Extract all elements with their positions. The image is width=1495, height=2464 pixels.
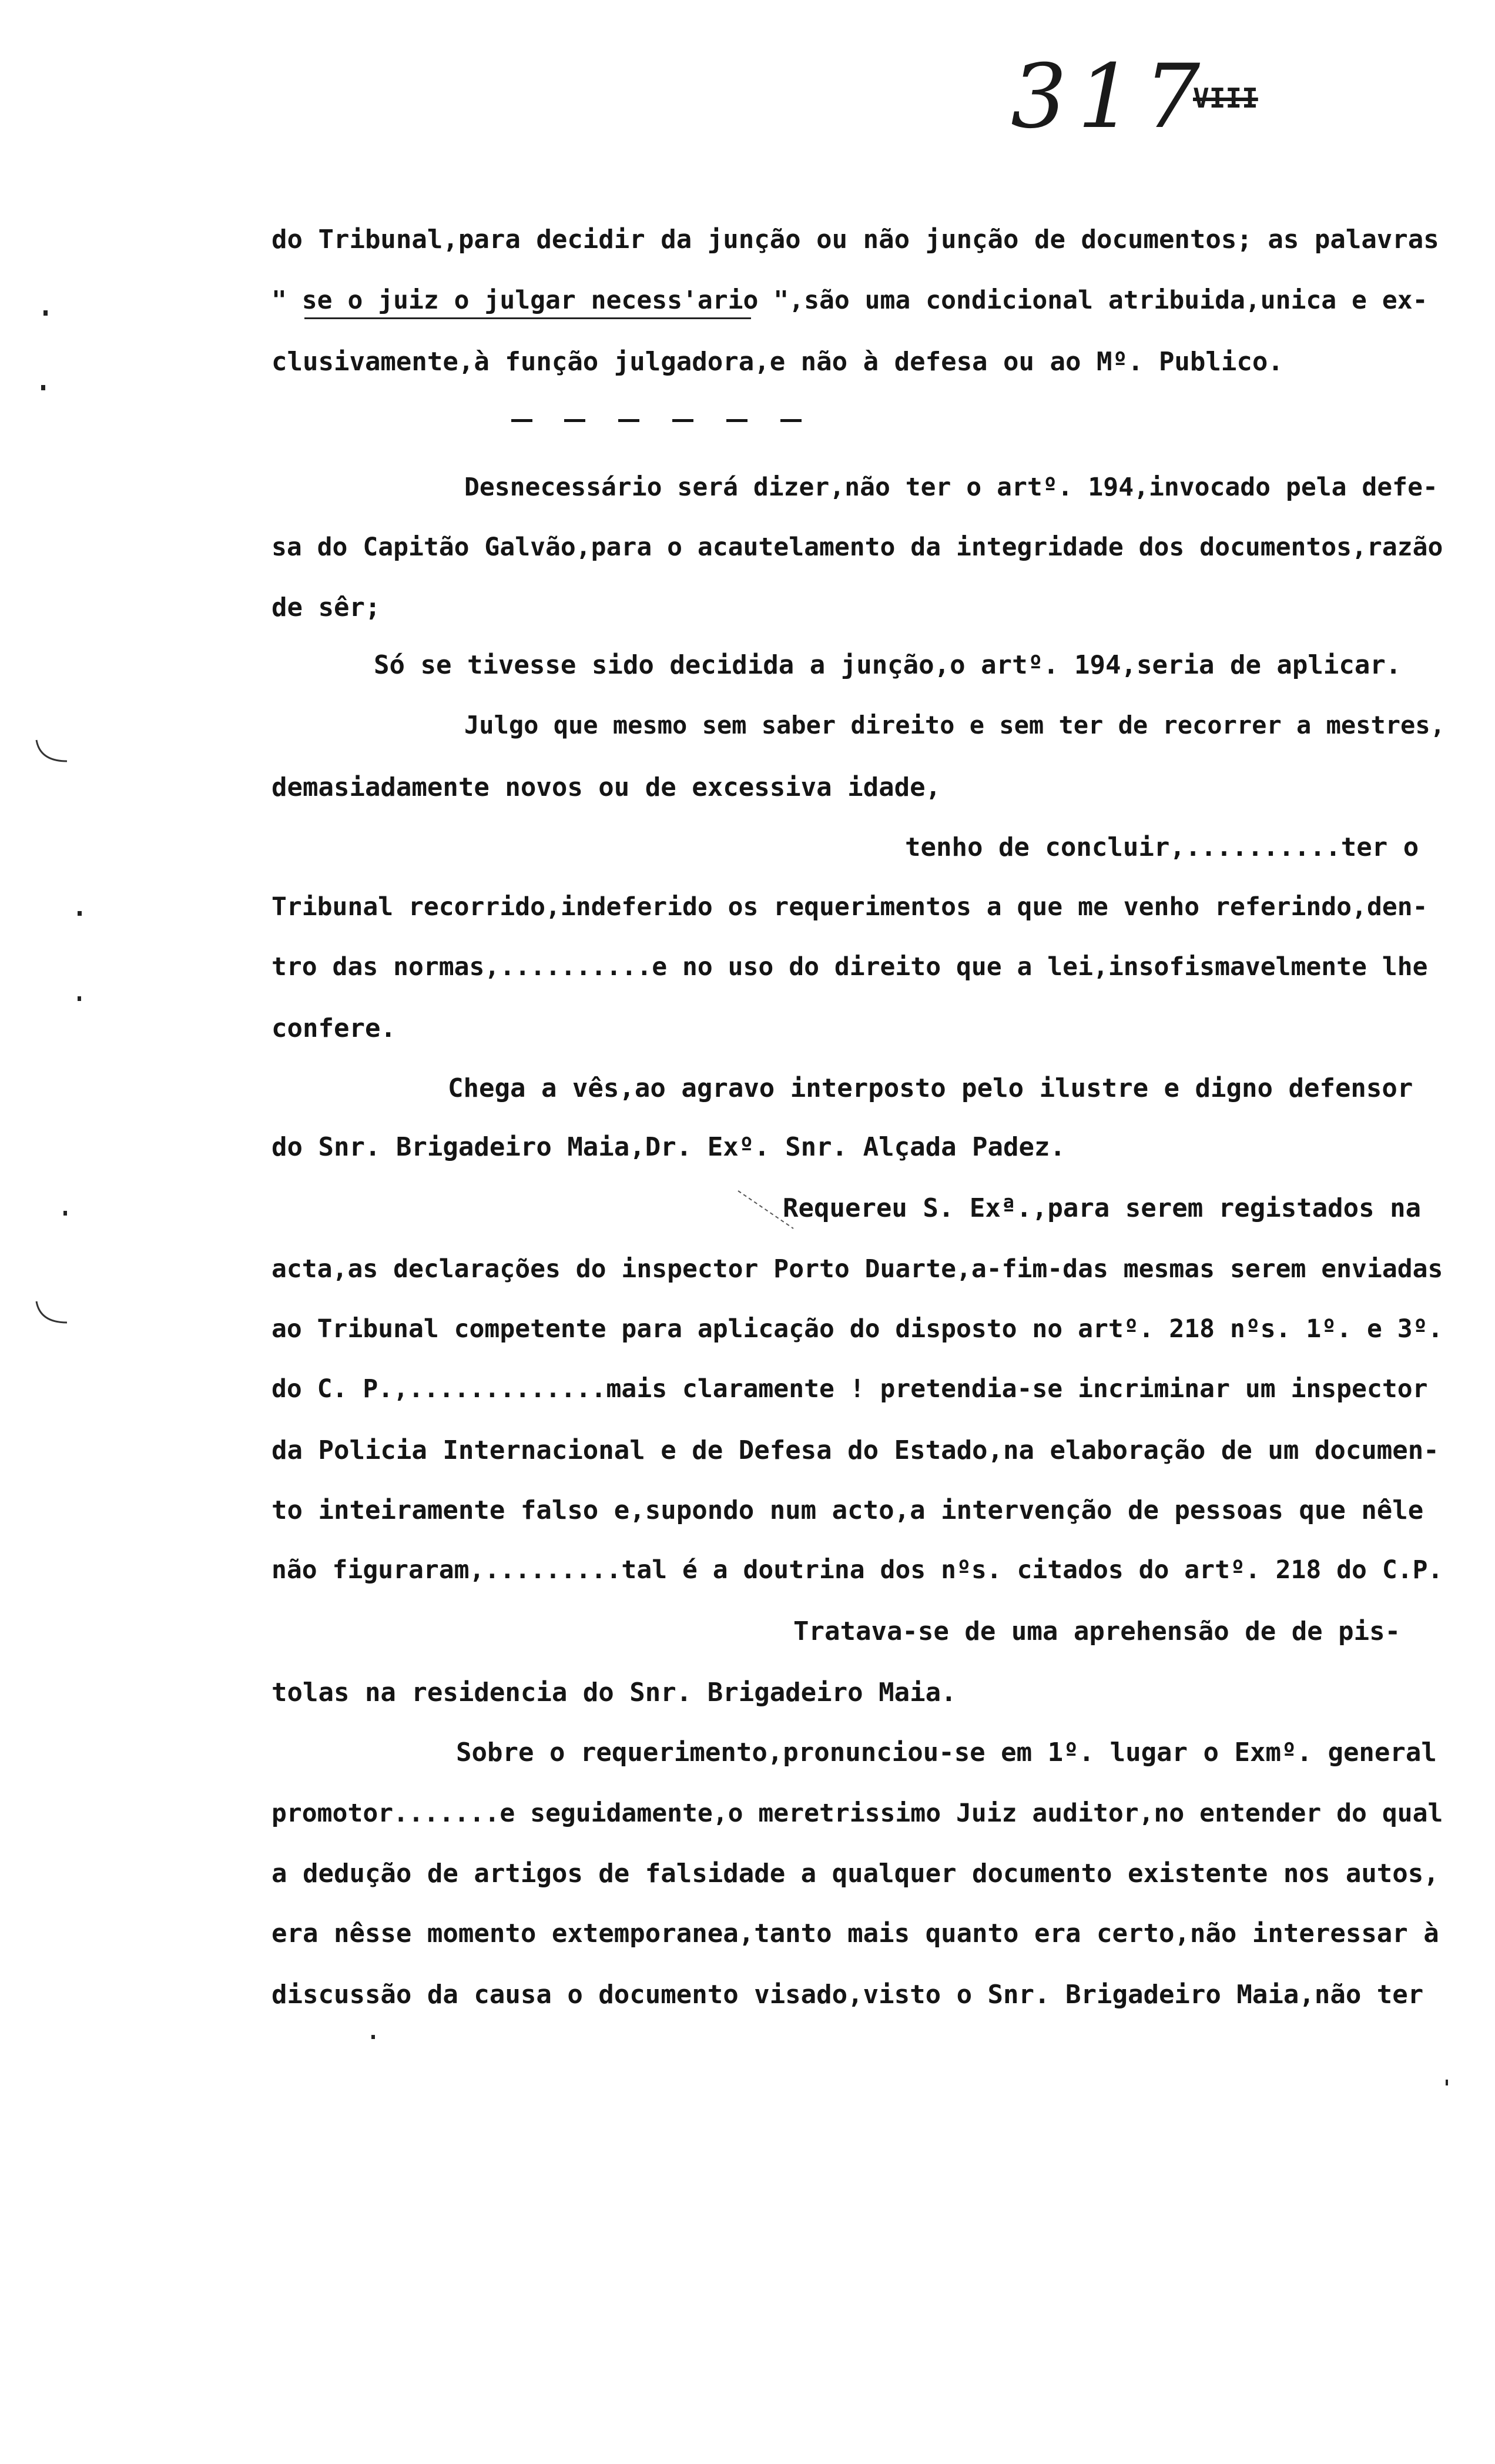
margin-dot [63,1211,67,1216]
text-line: tenho de concluir,..........ter o [905,832,1419,862]
text-line: Chega a vês,ao agravo interposto pelo ilustre e digno defensor [448,1073,1413,1103]
text-line: to inteiramente falso e,supondo num acto,a intervenção de pessoas que nêle [271,1495,1424,1525]
margin-dot [78,911,82,916]
text-line: não figuraram,.........tal é a doutrina dos nºs. citados do artº. 218 do C.P. [271,1555,1443,1585]
text-line: tro das normas,..........e no uso do direito que a lei,insofismavelmente lhe [271,952,1428,982]
text-line: confere. [271,1013,396,1043]
margin-dot [41,385,45,390]
margin-dot [43,310,48,316]
text-line: promotor.......e seguidamente,o meretrissimo Juiz auditor,no entender do qual [271,1799,1443,1828]
quote-underline [304,317,751,319]
margin-dot [78,996,81,1001]
margin-dot [1446,2080,1448,2085]
text-line: tolas na residencia do Snr. Brigadeiro Maia. [271,1678,957,1708]
text-line: clusivamente,à função julgadora,e não à defesa ou ao Mº. Publico. [271,347,1283,377]
text-line: Requereu S. Exª.,para serem registados na [783,1193,1422,1223]
text-line: acta,as declarações do inspector Porto Duarte,a-fim-das mesmas serem enviadas [271,1254,1443,1284]
text-line: do Snr. Brigadeiro Maia,Dr. Exº. Snr. Alçada Padez. [271,1132,1066,1162]
margin-dot [371,2035,375,2039]
text-line: Só se tivesse sido decidida a junção,o artº. 194,seria de aplicar. [374,650,1402,680]
folio-number: 317 [1011,46,1211,148]
text-line: Sobre o requerimento,pronunciou-se em 1º. lugar o Exmº. general [456,1737,1437,1767]
text-line: sa do Capitão Galvão,para o acautelamento da integridade dos documentos,razão [271,533,1443,562]
text-line: de sêr; [271,592,381,622]
text-line: do C. P.,.............mais claramente ! pretendia-se incriminar um inspector [271,1374,1428,1404]
text-line: a dedução de artigos de falsidade a qualquer documento existente nos autos, [271,1859,1439,1889]
text-line: Tratava-se de uma aprehensão de de pis- [793,1616,1401,1646]
text-line: " se o juiz o julgar necess'ario ",são uma condicional atribuida,unica e ex- [271,286,1428,315]
text-line: Julgo que mesmo sem saber direito e sem ter de recorrer a mestres, [464,711,1445,739]
text-line: da Policia Internacional e de Defesa do Estado,na elaboração de um documen- [271,1435,1439,1465]
pencil-stroke [735,1187,799,1234]
text-line: do Tribunal,para decidir da junção ou não junção de documentos; as palavras [271,225,1439,255]
text-line: ao Tribunal competente para aplicação do disposto no artº. 218 nºs. 1º. e 3º. [271,1314,1443,1344]
margin-curve [34,1299,69,1328]
text-line: demasiadamente novos ou de excessiva idade, [271,772,941,802]
struck-folio-number: VIII [1193,82,1258,114]
text-line: discussão da causa o documento visado,visto o Snr. Brigadeiro Maia,não ter [271,1980,1424,2010]
text-line: Tribunal recorrido,indeferido os requerimentos a que me venho referindo,den- [271,892,1428,922]
text-line: Desnecessário será dizer,não ter o artº. 194,invocado pela defe- [464,473,1438,502]
margin-curve [34,738,69,767]
text-line: era nêsse momento extemporanea,tanto mais quanto era certo,não interessar à [271,1919,1439,1949]
